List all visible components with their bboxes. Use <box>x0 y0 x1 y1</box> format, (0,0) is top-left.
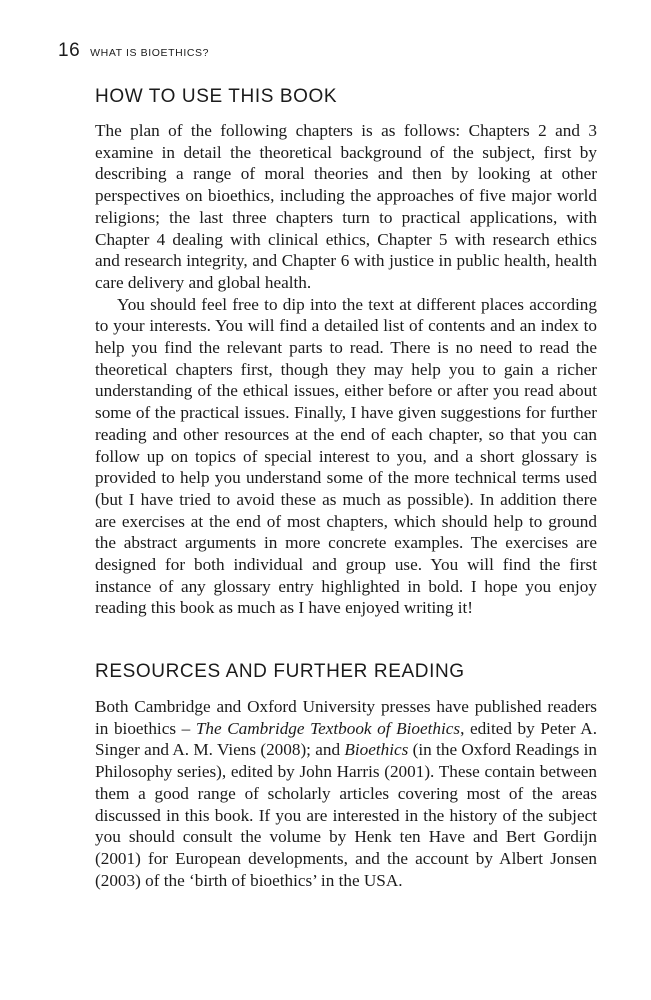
running-head <box>58 40 209 62</box>
body-paragraph: The plan of the following chapters is as follows: Chapters 2 and 3 examine in detail the theoretical background of the subject, first by describing a range of moral theories and then by looking at other perspectives on bioethics, including the approaches of five major world religions; the last three chapters turn to practical applications, with Chapter 4 dealing with clinical ethics, Chapter 5 with research ethics and research integrity, and Chapter 6 with justice in public health, health care delivery and global health. <box>95 121 597 292</box>
body-paragraph <box>95 696 597 891</box>
running-head-title: WHAT IS BIOETHICS? <box>90 47 210 59</box>
text-run: , edited by Peter A. Singer and A. M. Viens (2008); and <box>95 718 597 760</box>
body-paragraph: You should feel free to dip into the text at different places according to your interests. You will find a detailed list of contents and an index to help you find the relevant parts to read. There is no need to read the theoretical chapters first, though they may help you to gain a richer understanding of the ethical issues, either before or after you read about some of the practical issues. Finally, I have given suggestions for further reading and other resources at the end of each chapter, so that you can follow up on topics of special interest to you, and a short glossary is provided to help you understand some of the more technical terms used (but I have tried to avoid these as much as possible). In addition there are exercises at the end of most chapters, which should help to ground the abstract arguments in more concrete examples. The exercises are designed for both individual and group use. You will find the first instance of any glossary entry highlighted in bold. I hope you enjoy reading this book as much as I have enjoyed writing it! <box>95 294 597 618</box>
section-heading-how-to-use: HOW TO USE THIS BOOK <box>95 86 338 107</box>
text-run: Both Cambridge and Oxford University presses have published readers in bioethics – <box>95 697 597 738</box>
book-title-cambridge: The Cambridge Textbook of Bioethics <box>195 718 461 738</box>
book-title-bioethics: Bioethics <box>344 740 409 760</box>
section-body-how-to-use <box>95 120 597 619</box>
section-heading-resources: RESOURCES AND FURTHER READING <box>95 661 465 682</box>
text-run: (in the Oxford Readings in Philosophy series), edited by John Harris (2001). These contain between them a good range of scholarly articles covering most of the areas discussed in this book. If you are interested in the history of the subject you should consult the volume by Henk ten Have and Bert Gordijn (2001) for European developments, and the account by Albert Jonsen (2003) of the ‘birth of bioethics’ in the USA. <box>95 740 597 890</box>
section-body-resources <box>95 696 597 891</box>
page-number: 16 <box>58 40 81 61</box>
